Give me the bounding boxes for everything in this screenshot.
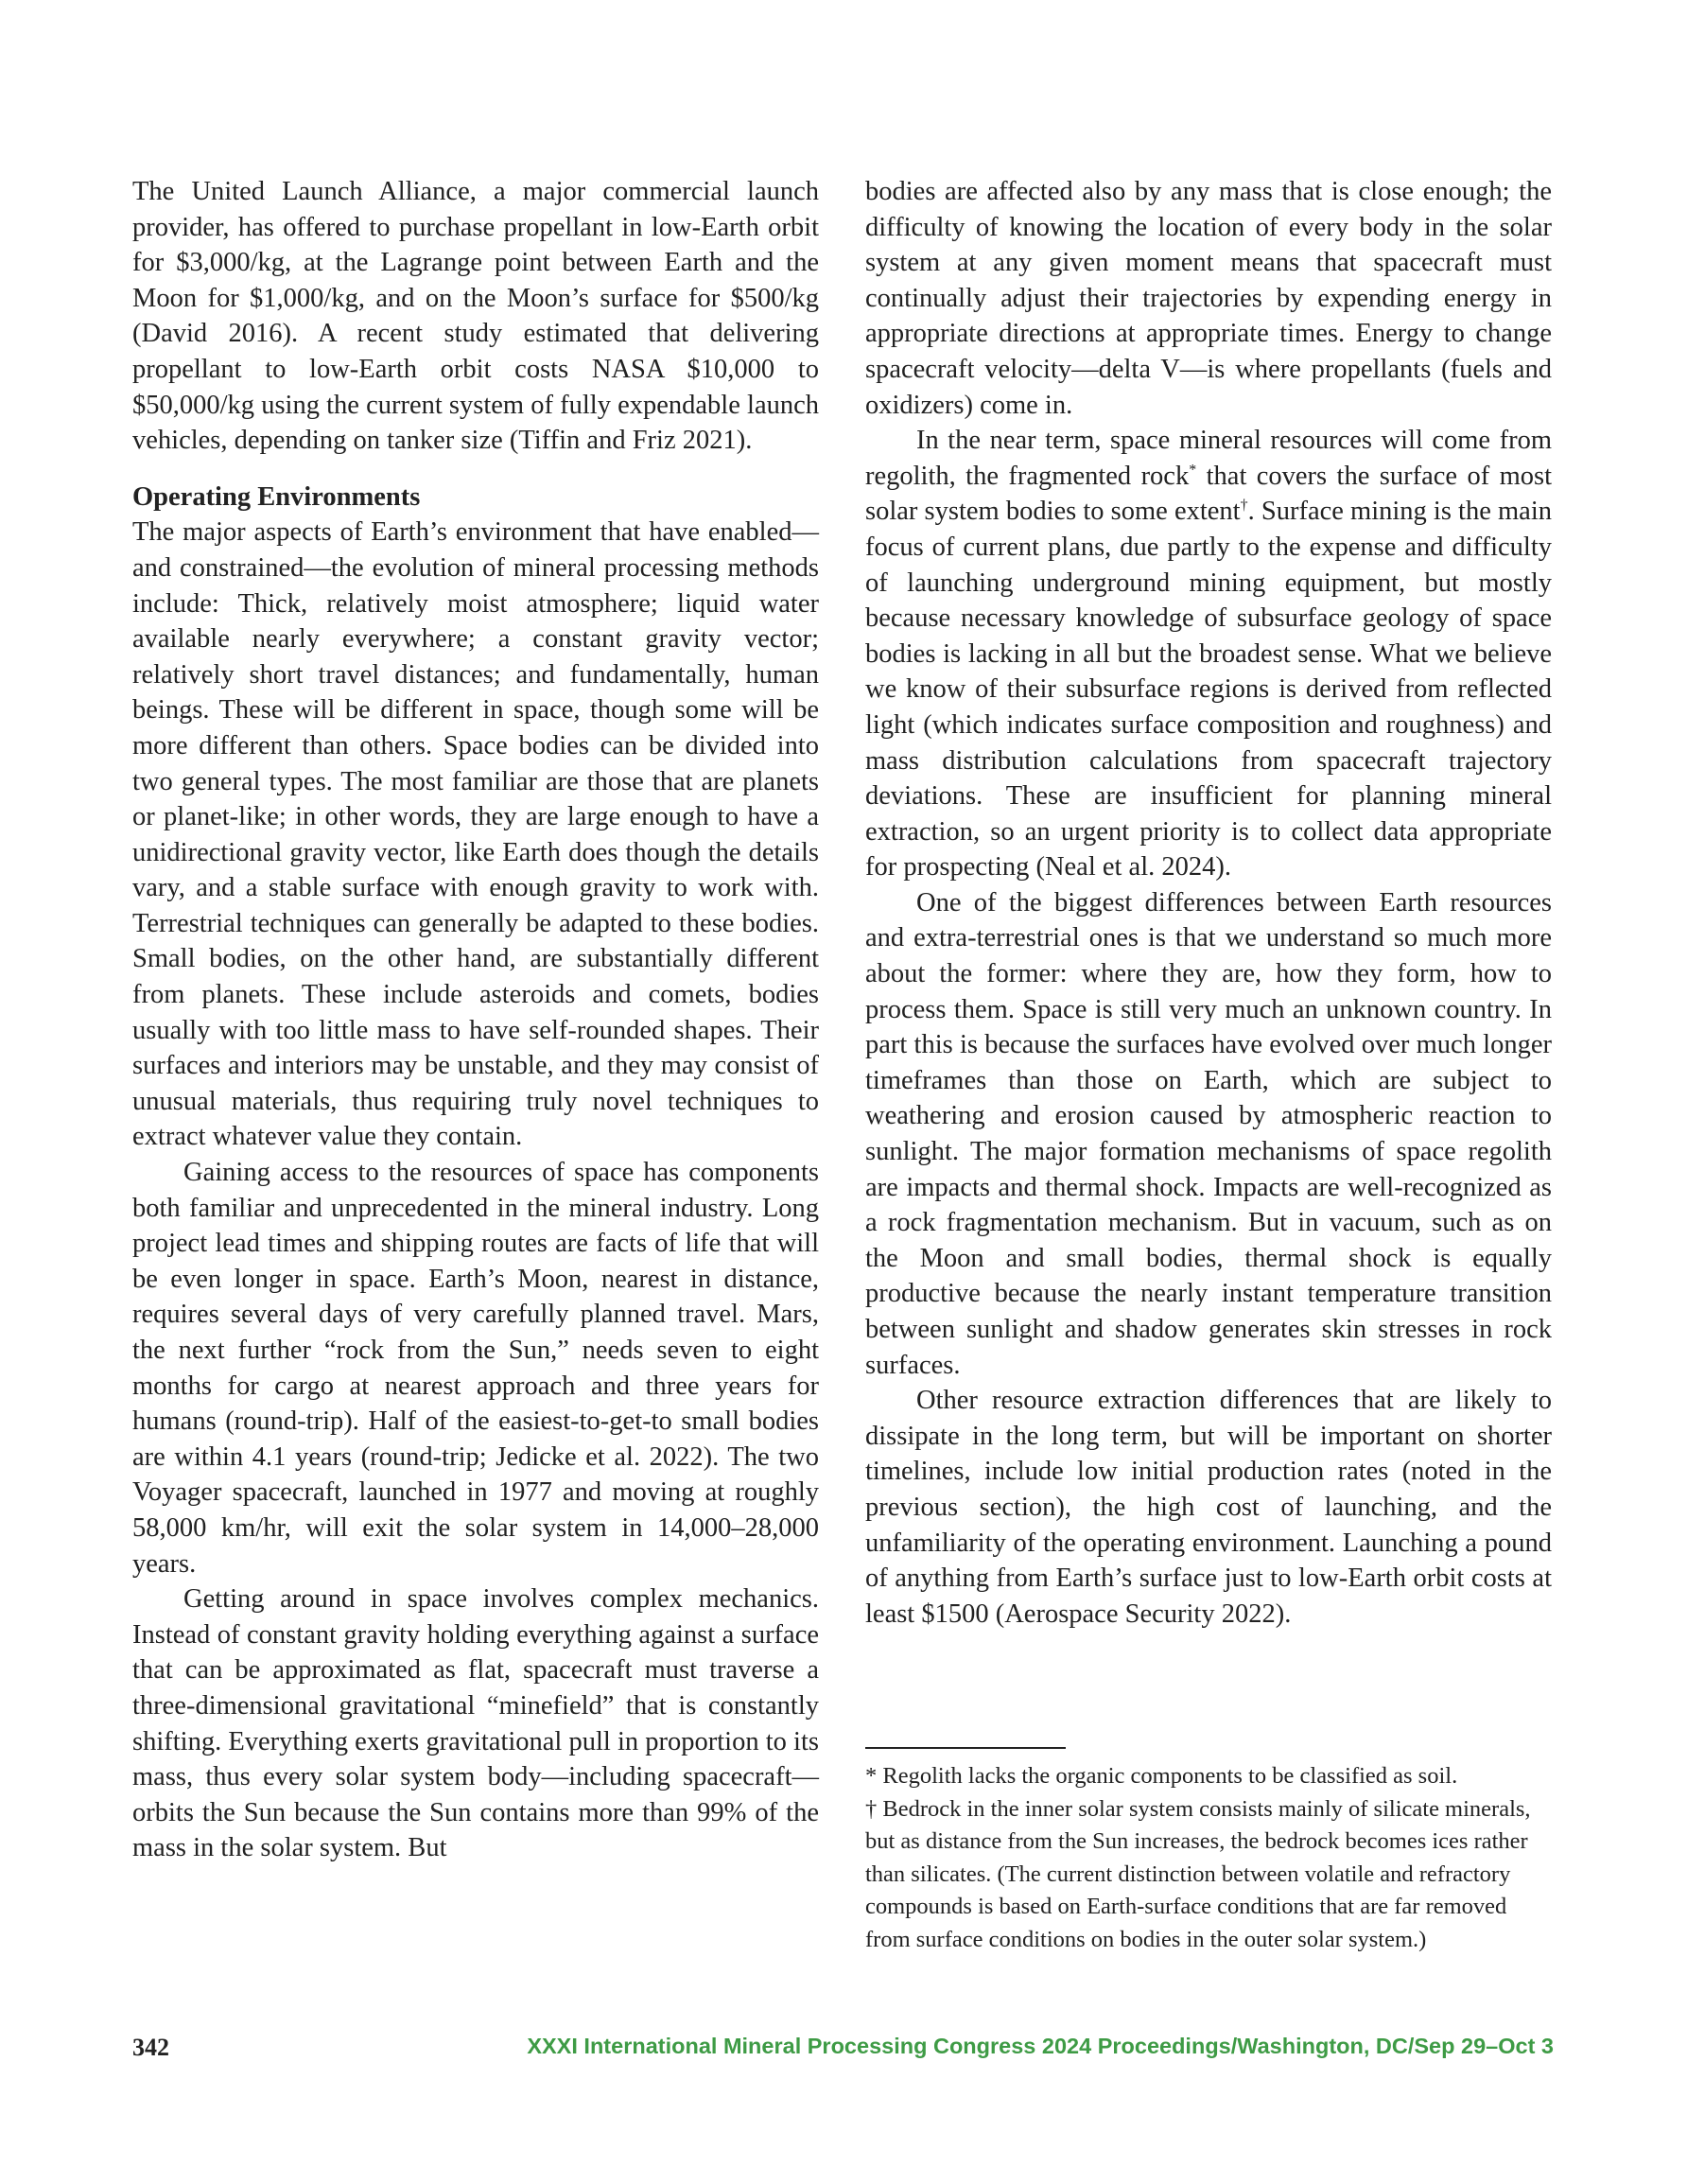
body-paragraph: Getting around in space involves complex mechanics. Instead of constant gravity holding everything against a surface that can be approximated as flat, spacecraft must traverse a three-dimensional gravitational “minefield” that is constantly shifting. Everything exerts gravitational pull in proportion to its mass, thus every solar system body—including spacecraft—orbits the Sun because the Sun contains more than 99% of the mass in the solar system. But — [132, 1584, 819, 1863]
body-paragraph — [865, 423, 1552, 885]
body-paragraph: Other resource extraction differences that are likely to dissipate in the long term, but will be important on shorter timelines, include low initial production rates (noted in the previous section), the high cost of launching, and the unfamiliarity of the operating environment. Launching a pound of anything from Earth’s surface just to low-Earth orbit costs at least $1500 (Aerospace Security 2022). — [865, 1386, 1552, 1629]
body-paragraph: One of the biggest differences between Earth resources and extra-terrestrial ones is that we understand so much more about the former: where they are, how they form, how to process them. Space is still very much an unknown country. In part this is because the surfaces have evolved over much longer timeframes than those on Earth, which are subject to weathering and erosion caused by atmospheric reaction to sunlight. The major formation mechanisms of space regolith are impacts and thermal shock. Impacts are well-recognized as a rock fragmentation mechanism. But in vacuum, such as on the Moon and small bodies, thermal shock is equally productive because the nearly instant temperature transition between sunlight and shadow generates skin stresses in rock surfaces. — [865, 887, 1552, 1380]
paragraph-text: . Surface mining is the main focus of current plans, due partly to the expense and difficulty of launching underground mining equipment, but mostly because necessary knowledge of subsurface geology of space bodies is lacking in all but the broadest sense. What we believe we know of their subsurface regions is derived from reflected light (which indicates surface composition and roughness) and mass distribution calculations from spacecraft trajectory deviations. These are insufficient for planning mineral extraction, so an urgent priority is to collect data appropriate for prospecting (Neal et al. 2024). — [865, 497, 1552, 882]
body-paragraph: The United Launch Alliance, a major commercial launch provider, has offered to purchase propellant in low-Earth orbit for $3,000/kg, at the Lagrange point between Earth and the Moon for $1,000/kg, and on the Moon’s surface for $500/kg (David 2016). A recent study estimated that delivering propellant to low-Earth orbit costs NASA $10,000 to $50,000/kg using the current system of fully expendable launch vehicles, depending on tanker size (Tiffin and Friz 2021). — [132, 177, 819, 456]
footnote: † Bedrock in the inner solar system consists mainly of silicate minerals, but as distance from the Sun increases, the bedrock becomes ices rather than silicates. (The current distinction between volatile and refractory compounds is based on Earth-surface conditions that are far removed from surface conditions on bodies in the outer solar system.) — [865, 1795, 1531, 1952]
body-paragraph: bodies are affected also by any mass that is close enough; the difficulty of knowing the location of every body in the solar system at any given moment means that spacecraft must continually adjust their trajectories by expending energy in appropriate directions at appropriate times. Energy to change spacecraft velocity—delta V—is where propellants (fuels and oxidizers) come in. — [865, 177, 1552, 420]
body-paragraph: The major aspects of Earth’s environment that have enabled—and constrained—the evolution of mineral processing methods include: Thick, relatively moist atmosphere; liquid water available nearly everywhere; a constant gravity vector; relatively short travel distances; and fundamentally, human beings. These will be different in space, though some will be more different than others. Space bodies can be divided into two general types. The most familiar are those that are planets or planet-like; in other words, they are large enough to have a unidirectional gravity vector, like Earth does though the details vary, and a stable surface with enough gravity to work with. Terrestrial techniques can generally be adapted to these bodies. Small bodies, on the other hand, are substantially different from planets. These include asteroids and comets, bodies usually with too little mass to have self-rounded shapes. Their surfaces and interiors may be unstable, and they may consist of unusual materials, thus requiring truly novel techniques to extract whatever value they contain. — [132, 517, 819, 1152]
footnote-marker: † — [1240, 497, 1248, 514]
footnotes — [865, 1760, 1552, 1956]
footnote: * Regolith lacks the organic components to be classified as soil. — [865, 1763, 1458, 1789]
left-column — [132, 174, 819, 1866]
footnote-divider — [865, 1747, 1066, 1749]
running-footer: XXXI International Mineral Processing Congress 2024 Proceedings/Washington, DC/Sep 29–Oct 3 — [527, 2034, 1554, 2058]
paragraph-text: In the near term, space mineral resources will come from regolith, the fragmented rock — [865, 426, 1552, 491]
right-column — [865, 174, 1552, 1632]
section-heading: Operating Environments — [132, 481, 421, 512]
footnote-marker: * — [1189, 462, 1197, 479]
paragraph-text: that covers the surface of most solar system bodies to some extent — [865, 461, 1553, 527]
page-number: 342 — [132, 2034, 169, 2061]
body-paragraph: Gaining access to the resources of space has components both familiar and unprecedented in the mineral industry. Long project lead times and shipping routes are facts of life that will be even longer in space. Earth’s Moon, nearest in distance, requires several days of very carefully planned travel. Mars, the next further “rock from the Sun,” needs seven to eight months for cargo at nearest approach and three years for humans (round-trip). Half of the easiest-to-get-to small bodies are within 4.1 years (round-trip; Jedicke et al. 2022). The two Voyager spacecraft, launched in 1977 and moving at roughly 58,000 km/hr, will exit the solar system in 14,000–28,000 years. — [132, 1158, 819, 1579]
